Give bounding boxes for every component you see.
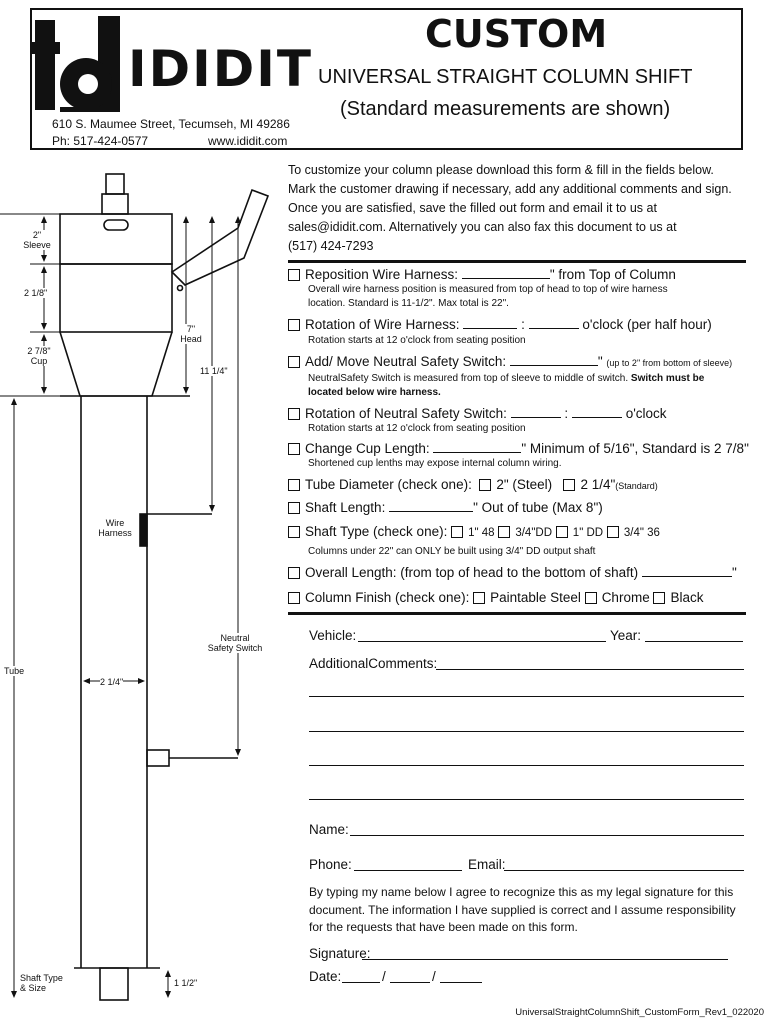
shaft-length-checkbox[interactable] — [288, 502, 300, 514]
neutral-switch-input[interactable] — [510, 353, 598, 366]
name-input[interactable] — [350, 835, 744, 836]
intro-line: Mark the customer drawing if necessary, add any additional comments and sign. — [288, 182, 732, 196]
dim-label: Wire — [105, 518, 125, 528]
dim-1-12: 1 1/2" — [174, 978, 198, 988]
vehicle-input[interactable] — [358, 641, 606, 642]
shift-knob-shape — [106, 174, 124, 194]
vehicle-label: Vehicle: — [309, 628, 357, 643]
name-label: Name: — [309, 822, 349, 837]
rotation-neutral-switch-option — [288, 405, 667, 421]
column-finish-checkbox[interactable] — [288, 592, 300, 604]
option-help: Columns under 22" can ONLY be built using 3/4" DD output shaft — [308, 546, 596, 557]
option-help: Rotation starts at 12 o'clock from seating position — [308, 335, 526, 346]
dim-value: 2" — [32, 230, 42, 240]
dim-value: 2 7/8" — [27, 346, 51, 356]
tube-diameter-checkbox[interactable] — [288, 479, 300, 491]
section-divider — [288, 260, 746, 263]
dim-label: Cup — [30, 356, 48, 366]
legal-line: document. The information I have supplied is correct and I assume responsibility — [309, 902, 736, 917]
option-label: Reposition Wire Harness: — [305, 267, 459, 282]
shaft-type-label — [20, 973, 63, 993]
neutral-switch-checkbox[interactable] — [288, 356, 300, 368]
form-title: CUSTOM — [425, 12, 608, 56]
dim-2-18: 2 1/8" — [24, 288, 48, 298]
comments-line[interactable] — [309, 696, 744, 697]
overall-length-input[interactable] — [642, 564, 732, 577]
neutral-switch-help — [308, 373, 704, 384]
phone-label: Phone: — [309, 857, 352, 872]
option-help: Overall wire harness position is measured from top of head to top of wire harness — [308, 284, 668, 295]
company-website[interactable]: www.ididit.com — [208, 134, 288, 148]
finish-paintable-checkbox[interactable] — [473, 592, 485, 604]
shaft-1in-48-checkbox[interactable] — [451, 526, 463, 538]
option-note: (Standard) — [615, 481, 658, 491]
footer-doc-id: UniversalStraightColumnShift_CustomForm_Rev1_022020 — [515, 1007, 764, 1018]
dim-11-14: 11 1/4" — [200, 366, 228, 376]
intro-line: sales@ididit.com. Alternatively you can also fax this document to us at — [288, 220, 677, 234]
shaft-34dd-checkbox[interactable] — [498, 526, 510, 538]
form-subtitle: UNIVERSAL STRAIGHT COLUMN SHIFT — [318, 66, 693, 88]
cup-length-input[interactable] — [433, 440, 521, 453]
tube-2in-checkbox[interactable] — [479, 479, 491, 491]
option-label: Change Cup Length: — [305, 441, 430, 456]
neutral-switch-option — [288, 353, 732, 369]
legal-line: By typing my name below I agree to recognize this as my legal signature for this — [309, 885, 734, 899]
intro-line: Once you are satisfied, save the filled out form and email it to us at — [288, 201, 657, 215]
option-choice: 2 1/4" — [580, 477, 616, 492]
option-choice: Paintable Steel — [490, 590, 581, 605]
option-choice: 3/4" 36 — [623, 527, 660, 539]
intro-line: To customize your column please download this form & fill in the fields below. — [288, 163, 714, 177]
option-choice: 3/4"DD — [515, 527, 553, 539]
date-separator: / — [432, 969, 436, 984]
shaft-type-option — [288, 524, 660, 539]
rotation-neutral-minute-input[interactable] — [572, 405, 622, 418]
shaft-1in-dd-checkbox[interactable] — [556, 526, 568, 538]
option-help: NeutralSafety Switch is measured from top of sleeve to middle of switch. — [308, 373, 629, 384]
option-label: Tube Diameter (check one): — [305, 477, 472, 492]
signature-label: Signature: — [309, 946, 371, 961]
cup-length-option — [288, 440, 749, 456]
comments-input[interactable] — [436, 669, 744, 670]
signature-input[interactable] — [362, 959, 728, 960]
dim-label: Neutral — [220, 633, 250, 643]
option-choice: Chrome — [601, 590, 650, 605]
option-suffix: " — [731, 565, 737, 580]
wire-harness-shape — [140, 514, 147, 546]
option-label: Rotation of Wire Harness: — [305, 317, 460, 332]
date-month-input[interactable] — [342, 982, 380, 983]
date-year-input[interactable] — [440, 982, 482, 983]
year-input[interactable] — [645, 641, 743, 642]
option-label: Column Finish (check one): — [305, 590, 470, 605]
rotation-wire-harness-option — [288, 316, 712, 332]
option-warning: located below wire harness. — [308, 387, 441, 398]
dim-label: & Size — [20, 983, 47, 993]
year-label: Year: — [610, 628, 642, 643]
option-choice: Black — [670, 590, 704, 605]
dim-head — [176, 324, 206, 344]
company-phone: Ph: 517-424-0577 — [52, 134, 149, 148]
intro-text — [288, 161, 766, 256]
date-label: Date: — [309, 969, 342, 984]
option-label: Overall Length: (from top of head to the bottom of shaft) — [305, 565, 639, 580]
option-warning: Switch must be — [630, 373, 705, 384]
neutral-switch-label — [190, 633, 280, 653]
dim-label: Safety Switch — [207, 643, 263, 653]
dim-label: Head — [180, 334, 202, 344]
option-help: location. Standard is 11-1/2". Max total is 22". — [308, 298, 509, 309]
dim-cup — [24, 346, 54, 366]
phone-input[interactable] — [354, 870, 462, 871]
shaft-type-checkbox[interactable] — [288, 526, 300, 538]
rotation-minute-input[interactable] — [529, 316, 579, 329]
overall-length-checkbox[interactable] — [288, 567, 300, 579]
option-choice: 1" 48 — [468, 527, 495, 539]
ididit-logo-icon — [30, 12, 130, 117]
option-note: (up to 2" from bottom of sleeve) — [606, 358, 733, 368]
shaft-34-36-checkbox[interactable] — [607, 526, 619, 538]
dim-label: Sleeve — [23, 240, 51, 250]
rotation-hour-input[interactable] — [463, 316, 517, 329]
shaft-length-option — [288, 499, 603, 515]
option-suffix: " — [597, 354, 603, 369]
intro-line: (517) 424-7293 — [288, 239, 374, 253]
wire-harness-label — [94, 518, 136, 538]
rotation-checkbox[interactable] — [288, 319, 300, 331]
comments-line[interactable] — [309, 765, 744, 766]
option-choice: 2" (Steel) — [496, 477, 553, 492]
shaft-length-input[interactable] — [389, 499, 473, 512]
tube-2-14-checkbox[interactable] — [563, 479, 575, 491]
option-label: Rotation of Neutral Safety Switch: — [305, 406, 507, 421]
option-suffix: o'clock (per half hour) — [582, 317, 712, 332]
comments-line[interactable] — [309, 799, 744, 800]
measurements-note: (Standard measurements are shown) — [340, 98, 671, 120]
option-suffix: o'clock — [625, 406, 667, 421]
dim-sleeve — [22, 230, 52, 250]
email-label: Email: — [468, 857, 506, 872]
option-suffix: " from Top of Column — [549, 267, 676, 282]
cup-shape — [60, 332, 172, 396]
rotation-neutral-hour-input[interactable] — [511, 405, 561, 418]
finish-black-checkbox[interactable] — [653, 592, 665, 604]
finish-chrome-checkbox[interactable] — [585, 592, 597, 604]
dim-label: Harness — [98, 528, 132, 538]
sleeve-shape — [60, 214, 172, 264]
option-suffix: " Out of tube (Max 8") — [473, 500, 603, 515]
comments-line[interactable] — [309, 731, 744, 732]
option-colon: : — [521, 317, 525, 332]
brand-name: IDIDIT — [128, 40, 313, 98]
dim-value: 7" — [186, 324, 196, 334]
option-label: Shaft Type (check one): — [305, 524, 448, 539]
reposition-checkbox[interactable] — [288, 269, 300, 281]
dim-2-14: 2 1/4" — [100, 677, 124, 687]
email-input[interactable] — [504, 870, 744, 871]
comments-label: AdditionalComments: — [309, 656, 438, 671]
section-divider — [288, 612, 746, 615]
cup-length-checkbox[interactable] — [288, 443, 300, 455]
option-choice: 1" DD — [572, 527, 604, 539]
dim-label: Shaft Type — [20, 973, 63, 983]
legal-statement — [309, 884, 749, 937]
option-help: Rotation starts at 12 o'clock from seating position — [308, 423, 526, 434]
option-label: Shaft Length: — [305, 500, 386, 515]
tube-diameter-option — [288, 477, 658, 492]
reposition-wire-harness-option — [288, 266, 676, 282]
tube-label: Tube — [4, 666, 25, 676]
overall-length-option — [288, 564, 737, 580]
company-address: 610 S. Maumee Street, Tecumseh, MI 49286 — [52, 117, 290, 131]
legal-line: for the requests that have been made on this form. — [309, 920, 578, 934]
reposition-input[interactable] — [462, 266, 550, 279]
option-suffix: " Minimum of 5/16", Standard is 2 7/8" — [521, 441, 749, 456]
date-separator: / — [382, 969, 386, 984]
neutral-switch-shape — [147, 750, 169, 766]
option-label: Add/ Move Neutral Safety Switch: — [305, 354, 507, 369]
option-colon: : — [564, 406, 569, 421]
rotation-neutral-checkbox[interactable] — [288, 408, 300, 420]
option-help: Shortened cup lenths may expose internal column wiring. — [308, 458, 562, 469]
head-shape — [60, 264, 172, 332]
column-finish-option — [288, 590, 703, 605]
date-day-input[interactable] — [390, 982, 430, 983]
